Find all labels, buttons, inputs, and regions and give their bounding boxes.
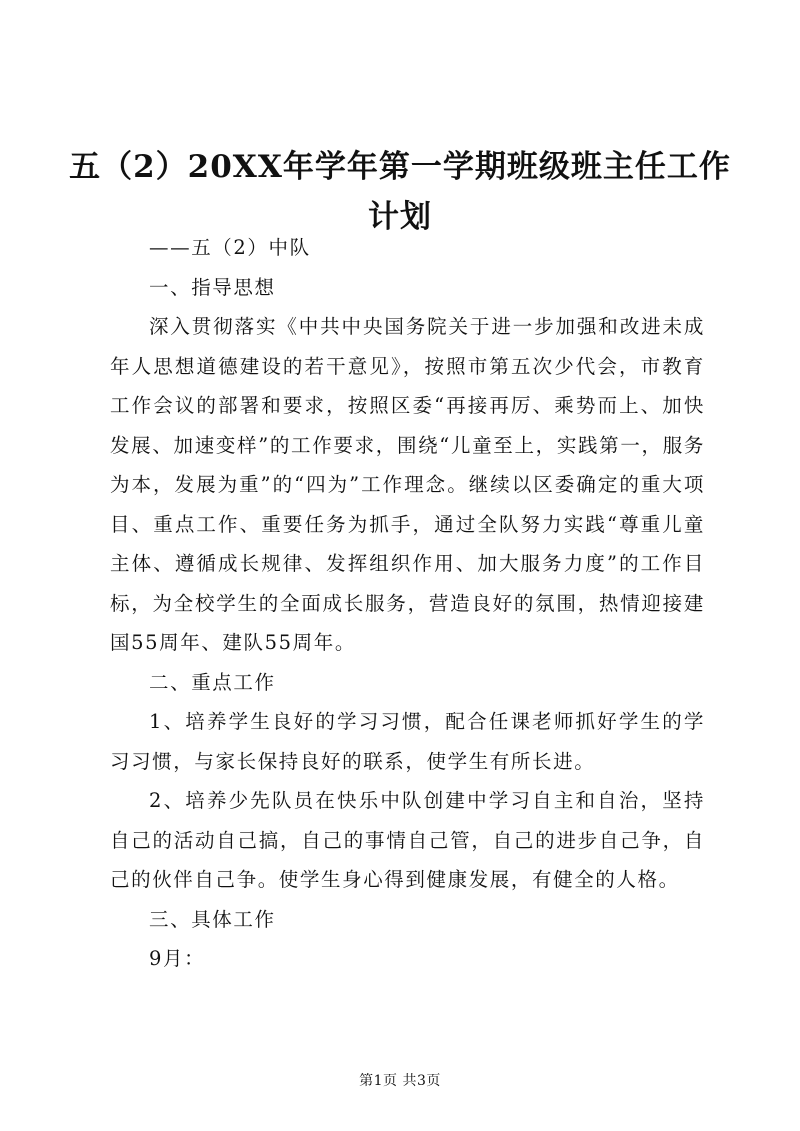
section-heading-guiding-ideology: 一、指导思想 <box>149 275 276 299</box>
subtitle-squadron: ——五（2）中队 <box>149 236 311 259</box>
document-body <box>110 228 705 979</box>
section-heading-key-work: 二、重点工作 <box>149 670 276 694</box>
paragraph-guiding-ideology: 深入贯彻落实《中共中央国务院关于进一步加强和改进未成年人思想道德建设的若干意见》，按照市第五次少代会，市教育工作会议的部署和要求，按照区委“再接再厉、乘势而上、加快发展、加速变样”的工作要求，围绕“儿童至上，实践第一，服务为本，发展为重”的“四为”工作理念。继续以区委确定的重大项目、重点工作、重要任务为抓手，通过全队努力实践“尊重儿童主体、遵循成长规律、发挥组织作用、加大服务力度”的工作目标，为全校学生的全面成长服务，营造良好的氛围，热情迎接建国55周年、建队55周年。 <box>110 315 705 654</box>
month-heading-september: 9月： <box>149 947 206 970</box>
document-title: 五（2）20XX年学年第一学期班级班主任工作计划 <box>69 149 731 235</box>
paragraph-key-work-2: 2、培养少先队员在快乐中队创建中学习自主和自治，坚持自己的活动自己搞，自己的事情自己管，自己的进步自己争，自己的伙伴自己争。使学生身心得到健康发展，有健全的人格。 <box>110 789 705 891</box>
paragraph-key-work-1: 1、培养学生良好的学习习惯，配合任课老师抓好学生的学习习惯，与家长保持良好的联系，使学生有所长进。 <box>110 710 705 773</box>
section-heading-specific-work: 三、具体工作 <box>149 907 276 931</box>
page-number-footer: 第1页 共3页 <box>359 1073 441 1089</box>
